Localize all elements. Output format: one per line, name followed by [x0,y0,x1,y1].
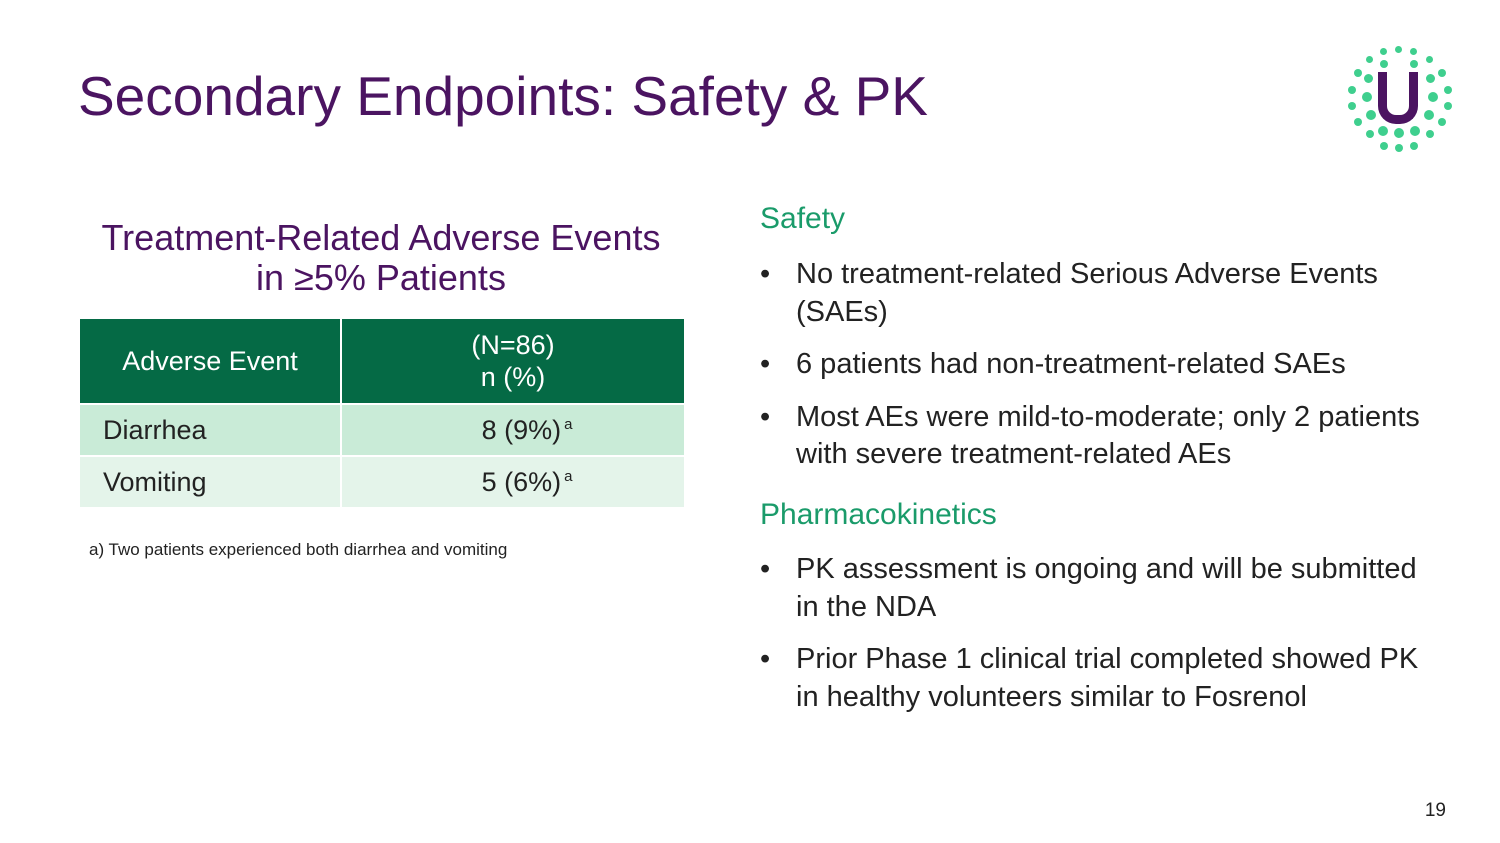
bullet-icon: • [760,348,771,380]
column-header-n: (N=86) [471,330,555,360]
footnote-marker: a [564,467,573,485]
bullet-text: PK assessment is ongoing and will be submitted in the NDA [796,553,1417,623]
column-header-n-percent: n (%) [480,362,546,392]
u-dots-logo-icon [1344,44,1454,154]
list-item [760,641,1440,716]
table-heading-line1: Treatment-Related Adverse Events [101,217,661,258]
column-header-adverse-event [79,318,341,404]
list-item [760,399,1440,474]
page-number: 19 [1424,800,1446,821]
bullet-icon: • [760,643,771,675]
safety-bullet-list [760,256,1440,489]
slide-title: Secondary Endpoints: Safety & PK [78,65,928,127]
cell-event: Diarrhea [79,404,341,456]
bullet-text: Prior Phase 1 clinical trial completed showed PK in healthy volunteers similar to Fosrenol [796,643,1419,713]
table-heading [78,218,684,298]
bullet-text: No treatment-related Serious Adverse Events (SAEs) [796,258,1378,328]
table-footnote: a) Two patients experienced both diarrhea and vomiting [89,540,508,559]
adverse-events-table [78,317,686,509]
table-header-row [79,318,685,404]
bullet-text: 6 patients had non-treatment-related SAEs [796,348,1346,380]
pk-heading: Pharmacokinetics [760,498,997,531]
table-row [79,404,685,456]
bullet-icon: • [760,553,771,585]
table-row [79,456,685,508]
footnote-marker: a [564,415,573,433]
table-heading-line2: in ≥5% Patients [256,257,506,298]
column-header-label: Adverse Event [122,346,298,376]
bullet-icon: • [760,258,771,290]
pk-bullet-list [760,551,1440,731]
cell-value-text: 8 (9%) [481,414,562,445]
cell-event: Vomiting [79,456,341,508]
column-header-count [341,318,685,404]
list-item [760,346,1440,384]
bullet-icon: • [760,400,771,433]
bullet-text: Most AEs were mild-to-moderate; only 2 patients with severe treatment-related AEs [796,400,1420,470]
list-item [760,256,1440,331]
cell-value [341,404,685,456]
cell-value [341,456,685,508]
cell-value-text: 5 (6%) [481,466,562,497]
safety-heading: Safety [760,202,846,235]
list-item [760,551,1440,626]
